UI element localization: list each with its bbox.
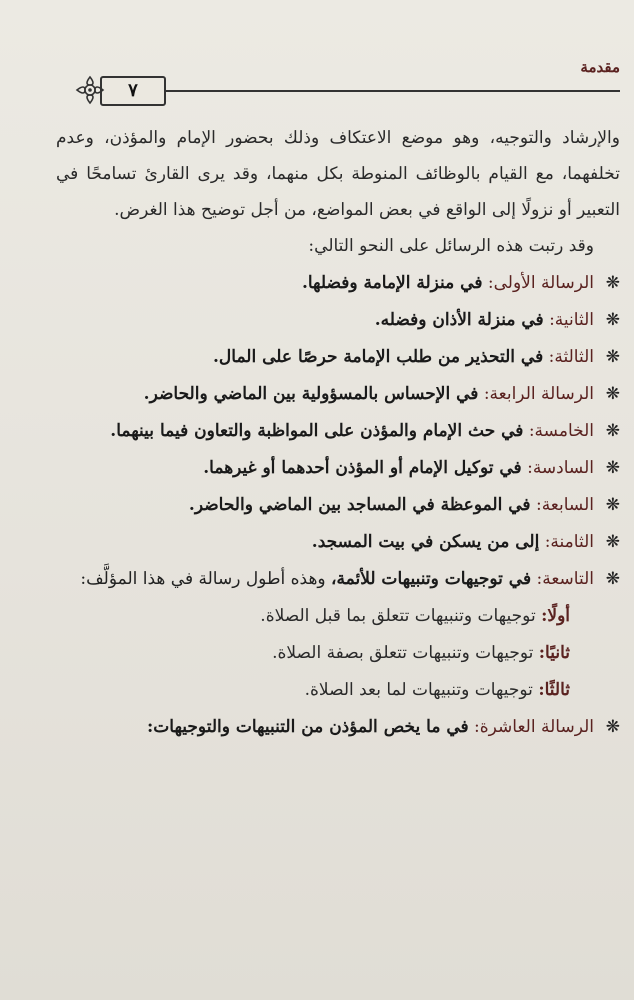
ornament-icon	[74, 74, 106, 106]
item-body: في منزلة الأذان وفضله.	[374, 310, 544, 330]
item-extra: وهذه أطول رسالة في هذا المؤلَّف:	[80, 569, 326, 589]
sub-item-1	[56, 598, 570, 635]
sub-list	[56, 598, 620, 709]
bullet-icon: ❋	[605, 384, 620, 404]
item-label: الرسالة العاشرة:	[474, 717, 594, 737]
item-label: السادسة:	[527, 458, 594, 478]
item-body: في ما يخص المؤذن من التنبيهات والتوجيهات:	[147, 717, 469, 737]
bullet-icon: ❋	[605, 495, 620, 515]
item-body: في الإحساس بالمسؤولية بين الماضي والحاضر.	[143, 384, 479, 404]
sub-item-body: توجيهات وتنبيهات تتعلق بما قبل الصلاة.	[260, 606, 536, 626]
header-rule	[160, 90, 620, 92]
list-item-2	[56, 302, 620, 339]
list-item-10	[56, 709, 620, 746]
item-body: في الموعظة في المساجد بين الماضي والحاضر.	[188, 495, 531, 515]
sub-item-label: أولًا:	[541, 606, 570, 626]
bullet-icon: ❋	[605, 421, 620, 441]
sub-item-3	[56, 672, 570, 709]
item-label: الخامسة:	[528, 421, 594, 441]
list-item-8	[56, 524, 620, 561]
item-label: الثامنة:	[544, 532, 594, 552]
sub-item-body: توجيهات وتنبيهات تتعلق بصفة الصلاة.	[272, 643, 534, 663]
item-body: في حث الإمام والمؤذن على المواظبة والتعاون فيما بينهما.	[110, 421, 524, 441]
item-label: الثانية:	[549, 310, 594, 330]
item-label: السابعة:	[535, 495, 594, 515]
sub-item-body: توجيهات وتنبيهات لما بعد الصلاة.	[304, 680, 533, 700]
list-item-6	[56, 450, 620, 487]
bullet-icon: ❋	[605, 347, 620, 367]
item-label: الرسالة الرابعة:	[483, 384, 594, 404]
intro-line: وقد رتبت هذه الرسائل على النحو التالي:	[308, 236, 594, 256]
item-body: في توكيل الإمام أو المؤذن أحدهما أو غيرهما.	[203, 458, 522, 478]
list-item-5	[56, 413, 620, 450]
bullet-icon: ❋	[605, 569, 620, 589]
opening-paragraph: والإرشاد والتوجيه، وهو موضع الاعتكاف وذلك بحضور الإمام والمؤذن، وعدم تخلفهما، مع القيام بالوظائف المنوطة بكل منهما، وقد يرى القارئ تسامحًا في التعبير أو نزولًا إلى الواقع في بعض المواضع، من أجل توضيح هذا الغرض.	[56, 128, 620, 220]
item-body: في التحذير من طلب الإمامة حرصًا على المال.	[213, 347, 544, 367]
list-item-9	[56, 561, 620, 598]
bullet-icon: ❋	[605, 310, 620, 330]
sub-item-2	[56, 635, 570, 672]
section-title: مقدمة	[580, 58, 620, 76]
list-item-3	[56, 339, 620, 376]
list-item-7	[56, 487, 620, 524]
item-label: الرسالة الأولى:	[487, 273, 594, 293]
list-item-1	[56, 265, 620, 302]
item-label: الثالثة:	[548, 347, 594, 367]
sub-item-label: ثانيًا:	[538, 643, 570, 663]
list-item-4	[56, 376, 620, 413]
item-body: إلى من يسكن في بيت المسجد.	[311, 532, 540, 552]
item-body: في توجيهات وتنبيهات للأئمة،	[331, 569, 532, 589]
item-label: التاسعة:	[536, 569, 594, 589]
page-header	[60, 52, 620, 112]
page-content	[56, 120, 620, 746]
bullet-icon: ❋	[605, 273, 620, 293]
sub-item-label: ثالثًا:	[538, 680, 570, 700]
bullet-icon: ❋	[605, 717, 620, 737]
bullet-icon: ❋	[605, 532, 620, 552]
item-body: في منزلة الإمامة وفضلها.	[301, 273, 483, 293]
bullet-icon: ❋	[605, 458, 620, 478]
page-number: ٧	[100, 76, 166, 106]
